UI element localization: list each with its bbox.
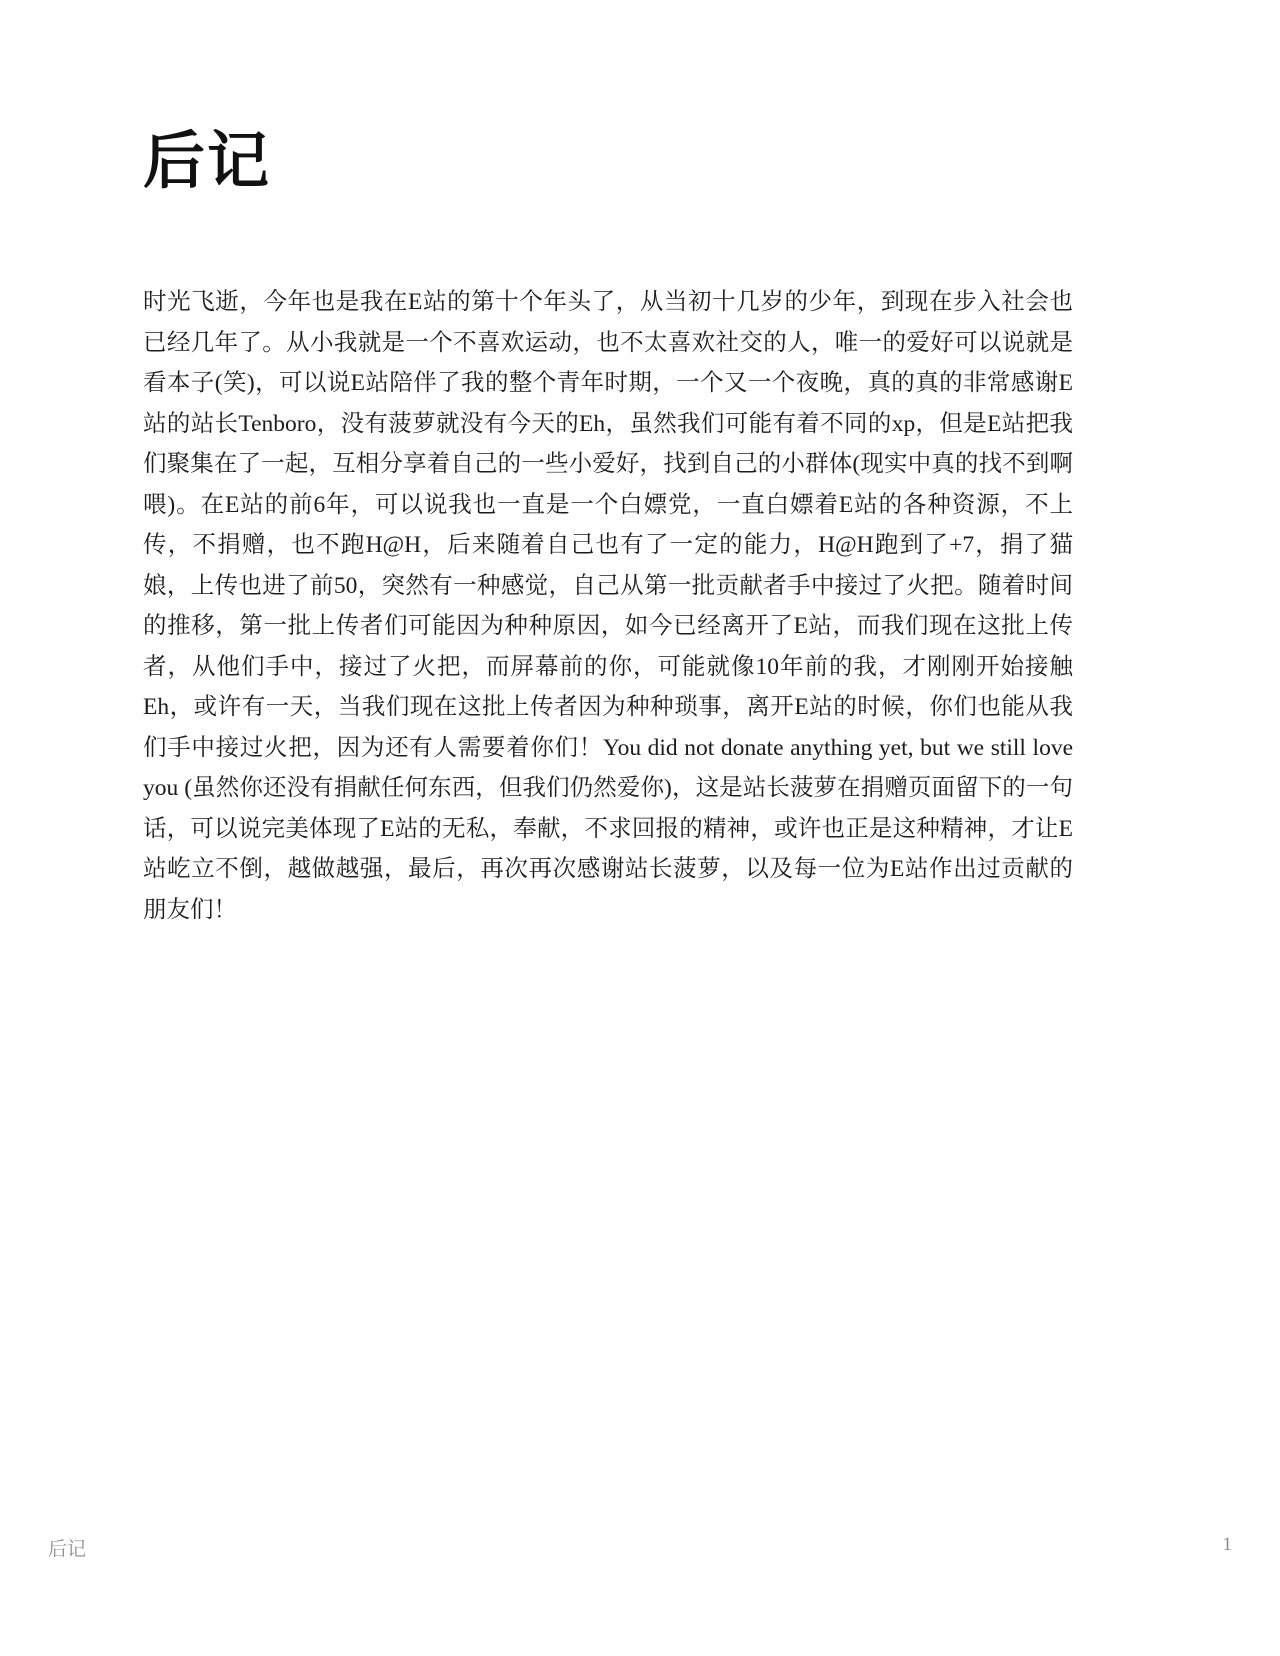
footer-chapter-label: 后记 [48, 1539, 87, 1560]
page-footer [0, 1534, 1280, 1560]
body-paragraph: 时光飞逝，今年也是我在E站的第十个年头了，从当初十几岁的少年，到现在步入社会也已经几年了。从小我就是一个不喜欢运动，也不太喜欢社交的人，唯一的爱好可以说就是看本子(笑)，可以说E站陪伴了我的整个青年时期，一个又一个夜晚，真的真的非常感谢E站的站长Tenboro，没有菠萝就没有今天的Eh，虽然我们可能有着不同的xp，但是E站把我们聚集在了一起，互相分享着自己的一些小爱好，找到自己的小群体(现实中真的找不到啊喂)。在E站的前6年，可以说我也一直是一个白嫖党，一直白嫖着E站的各种资源，不上传，不捐赠，也不跑H@H，后来随着自己也有了一定的能力，H@H跑到了+7，捐了猫娘，上传也进了前50，突然有一种感觉，自己从第一批贡献者手中接过了火把。随着时间的推移，第一批上传者们可能因为种种原因，如今已经离开了E站，而我们现在这批上传者，从他们手中，接过了火把，而屏幕前的你，可能就像10年前的我，才刚刚开始接触Eh，或许有一天，当我们现在这批上传者因为种种琐事，离开E站的时候，你们也能从我们手中接过火把，因为还有人需要着你们！You did not donate anything yet, but we still love you (虽然你还没有捐献任何东西，但我们仍然爱你)，这是站长菠萝在捐赠页面留下的一句话，可以说完美体现了E站的无私，奉献，不求回报的精神，或许也正是这种精神，才让E站屹立不倒，越做越强，最后，再次再次感谢站长菠萝，以及每一位为E站作出过贡献的朋友们！ [143, 289, 1073, 923]
page-title: 后记 [143, 128, 272, 196]
page-content [143, 128, 1073, 930]
footer-page-number: 1 [1222, 1534, 1232, 1555]
